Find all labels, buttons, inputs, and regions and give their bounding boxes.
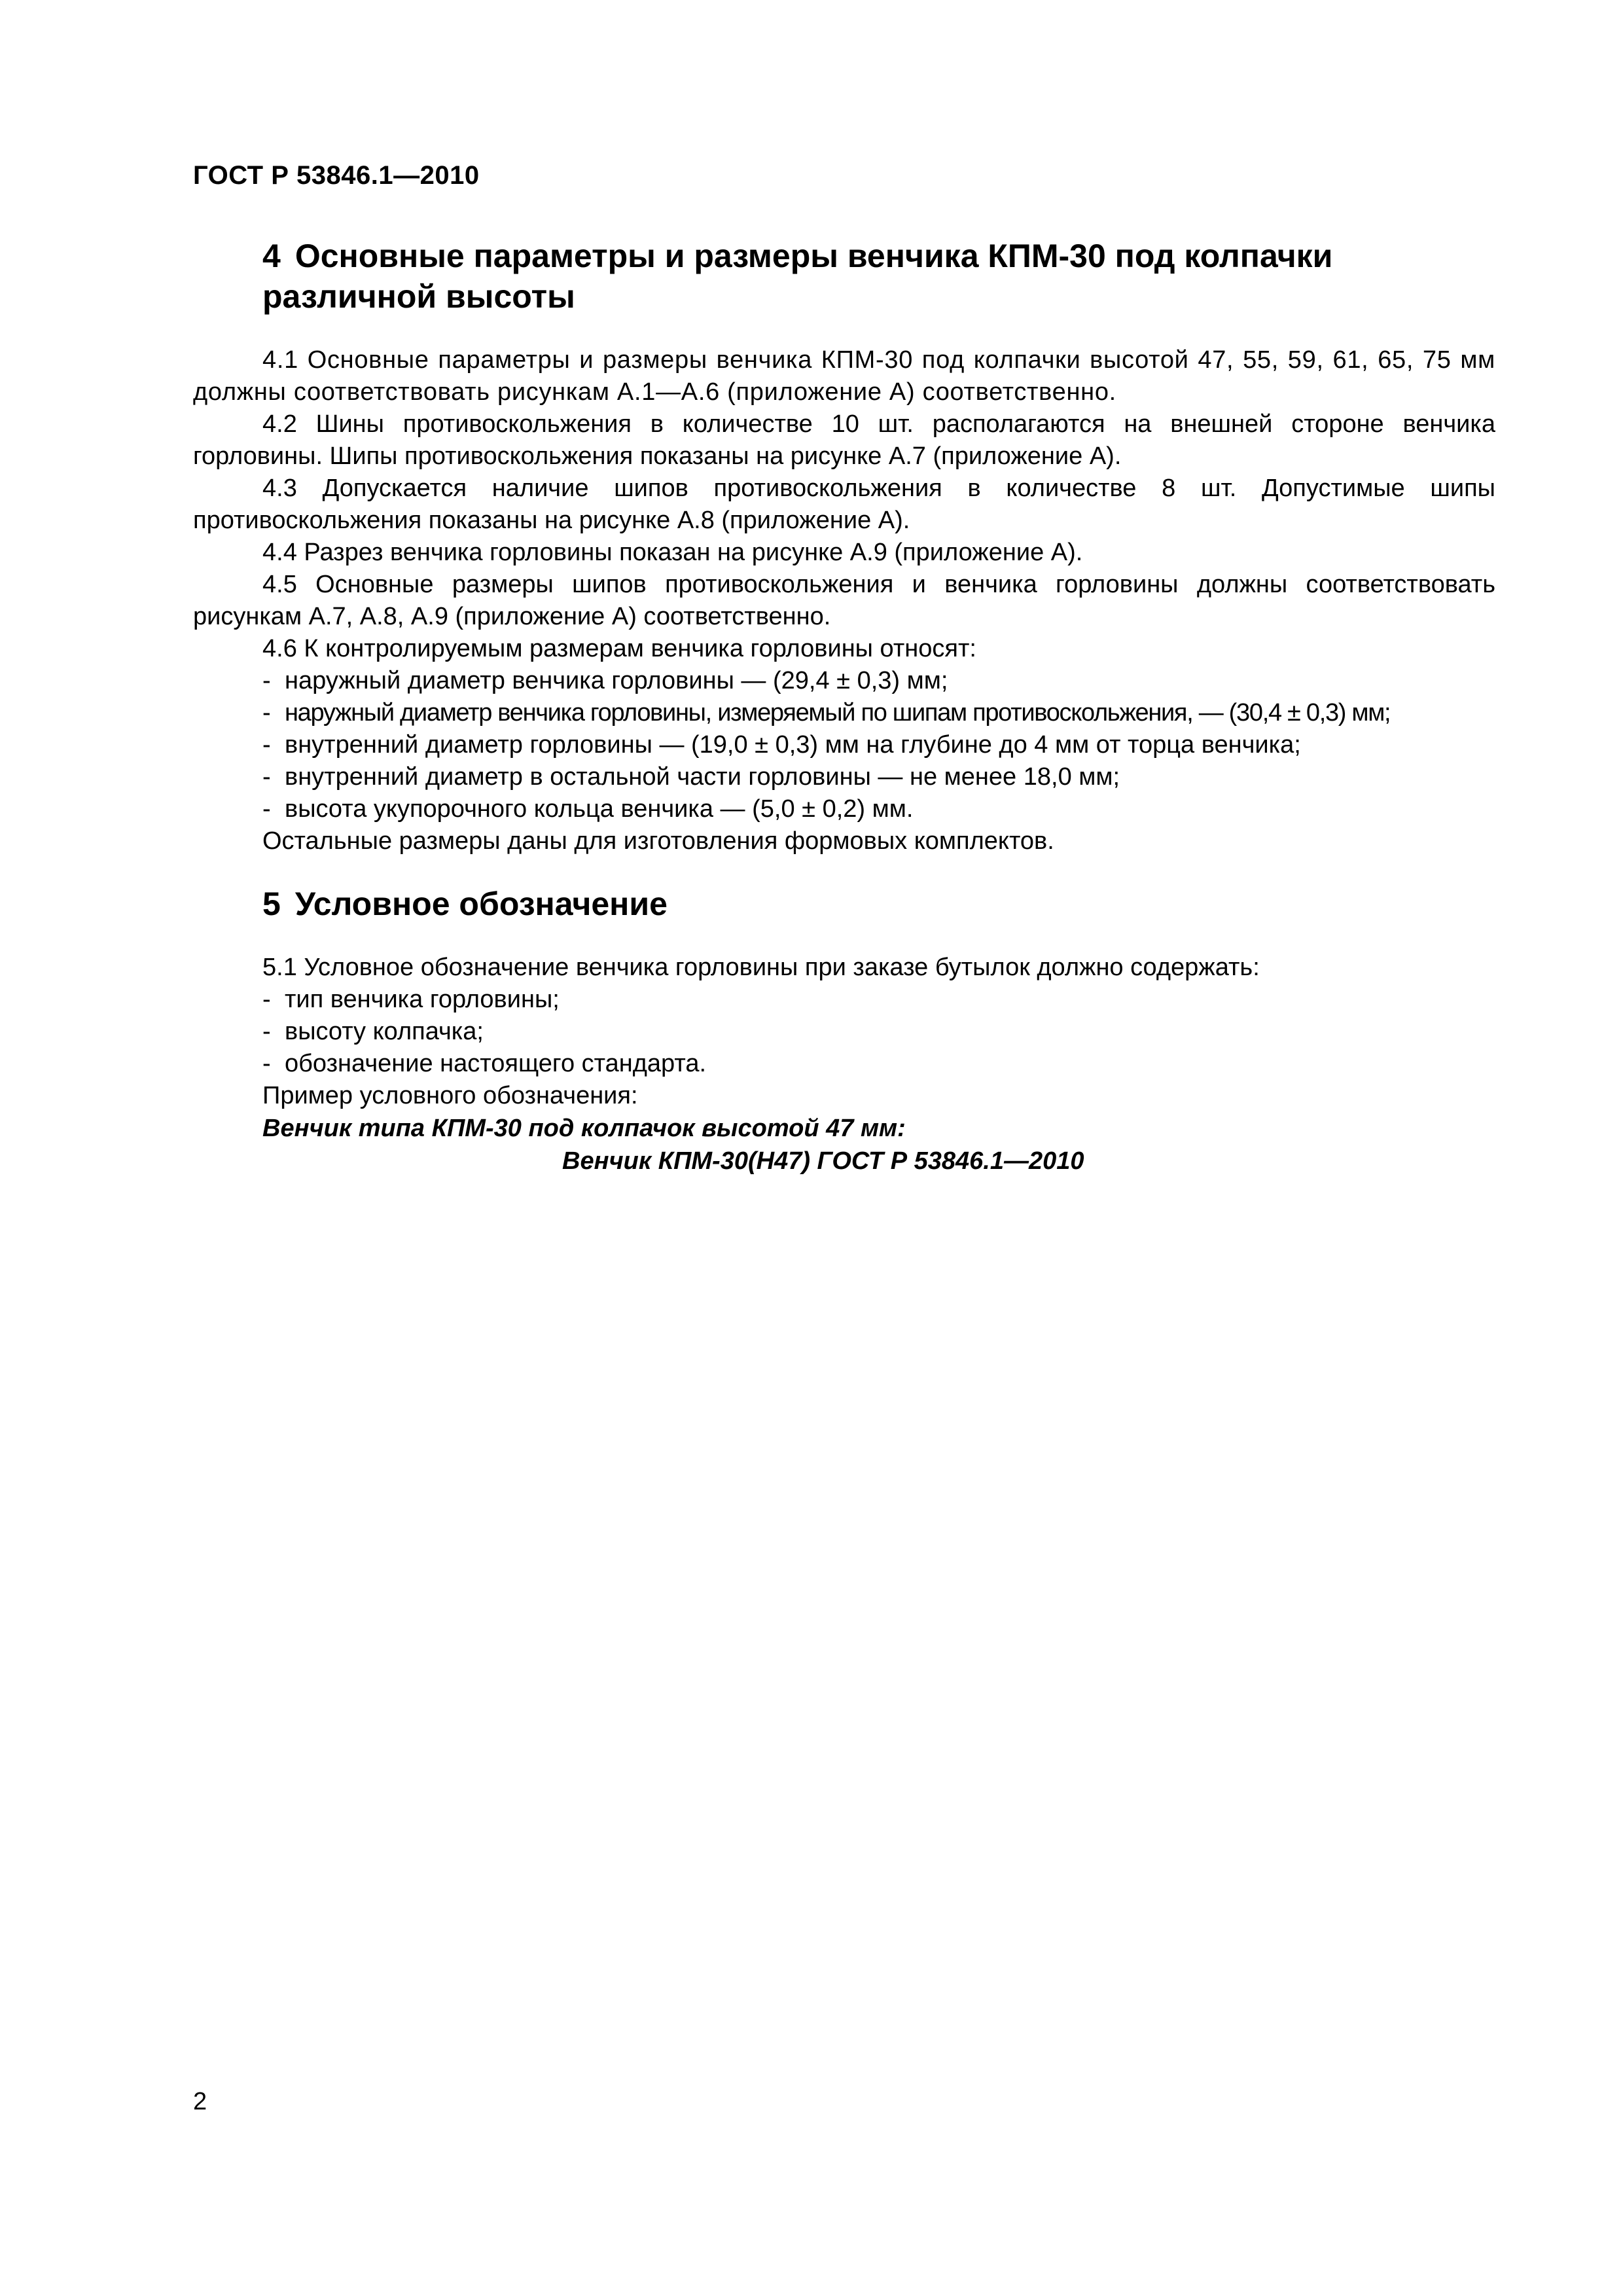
clause-4-6: 4.6 К контролируемым размерам венчика горловины относят: <box>262 635 976 662</box>
example-designation: Венчик КПМ-30(Н47) ГОСТ Р 53846.1—2010 <box>562 1147 1084 1175</box>
list-item: - высота укупорочного кольца венчика — (5,0 ± 0,2) мм. <box>262 795 914 823</box>
section-4-number: 4 <box>262 238 281 274</box>
section-4-heading <box>193 236 1495 317</box>
list-item: - внутренний диаметр горловины — (19,0 ± 0,3) мм на глубине до 4 мм от торца венчика; <box>262 731 1301 759</box>
closing-note: Остальные размеры даны для изготовления формовых комплектов. <box>262 827 1054 855</box>
page-number: 2 <box>193 2088 207 2115</box>
clause-4-3: 4.3 Допускается наличие шипов противоскольжения в количестве 8 шт. Допустимые шипы противоскольжения показаны на рисунке А.8 (приложение А). <box>193 475 1495 534</box>
section-4-title-line-1: Основные параметры и размеры венчика КПМ-30 под колпачки <box>294 238 1333 274</box>
list-item: - обозначение настоящего стандарта. <box>262 1050 707 1077</box>
section-5-number: 5 <box>262 886 281 922</box>
example-title: Венчик типа КПМ-30 под колпачок высотой 47 мм: <box>262 1115 906 1142</box>
clause-4-4: 4.4 Разрез венчика горловины показан на рисунке А.9 (приложение А). <box>262 539 1083 566</box>
section-5-heading <box>193 884 1495 924</box>
list-item: - высоту колпачка; <box>262 1018 484 1045</box>
document-code-header: ГОСТ Р 53846.1—2010 <box>193 161 480 190</box>
controlled-dimensions-list <box>193 665 1495 825</box>
clause-4-2: 4.2 Шины противоскольжения в количестве 10 шт. располагаются на внешней стороне венчика горловины. Шипы противоскольжения показаны на рисунке А.7 (приложение А). <box>193 410 1495 470</box>
list-item: - наружный диаметр венчика горловины — (29,4 ± 0,3) мм; <box>262 667 948 694</box>
clause-5-1: 5.1 Условное обозначение венчика горловины при заказе бутылок должно содержать: <box>262 954 1260 981</box>
section-5-title: Условное обозначение <box>294 886 668 922</box>
list-item: - внутренний диаметр в остальной части горловины — не менее 18,0 мм; <box>262 763 1120 791</box>
page-content <box>193 236 1495 1177</box>
example-label: Пример условного обозначения: <box>262 1082 638 1109</box>
clause-4-1: 4.1 Основные параметры и размеры венчика КПМ-30 под колпачки высотой 47, 55, 59, 61, 65, 75 мм должны соответствовать рисункам А.1—А.6 (приложение А) соответственно. <box>193 346 1495 406</box>
list-item: - наружный диаметр венчика горловины, измеряемый по шипам противоскольжения, — (30,4 ± 0,3) мм; <box>262 699 1391 726</box>
designation-contents-list <box>193 984 1495 1080</box>
clause-4-5: 4.5 Основные размеры шипов противоскольжения и венчика горловины должны соответствовать рисункам А.7, А.8, А.9 (приложение А) соответственно. <box>193 571 1495 630</box>
list-item: - тип венчика горловины; <box>262 986 560 1013</box>
section-4-title-line-2: различной высоты <box>262 278 575 315</box>
